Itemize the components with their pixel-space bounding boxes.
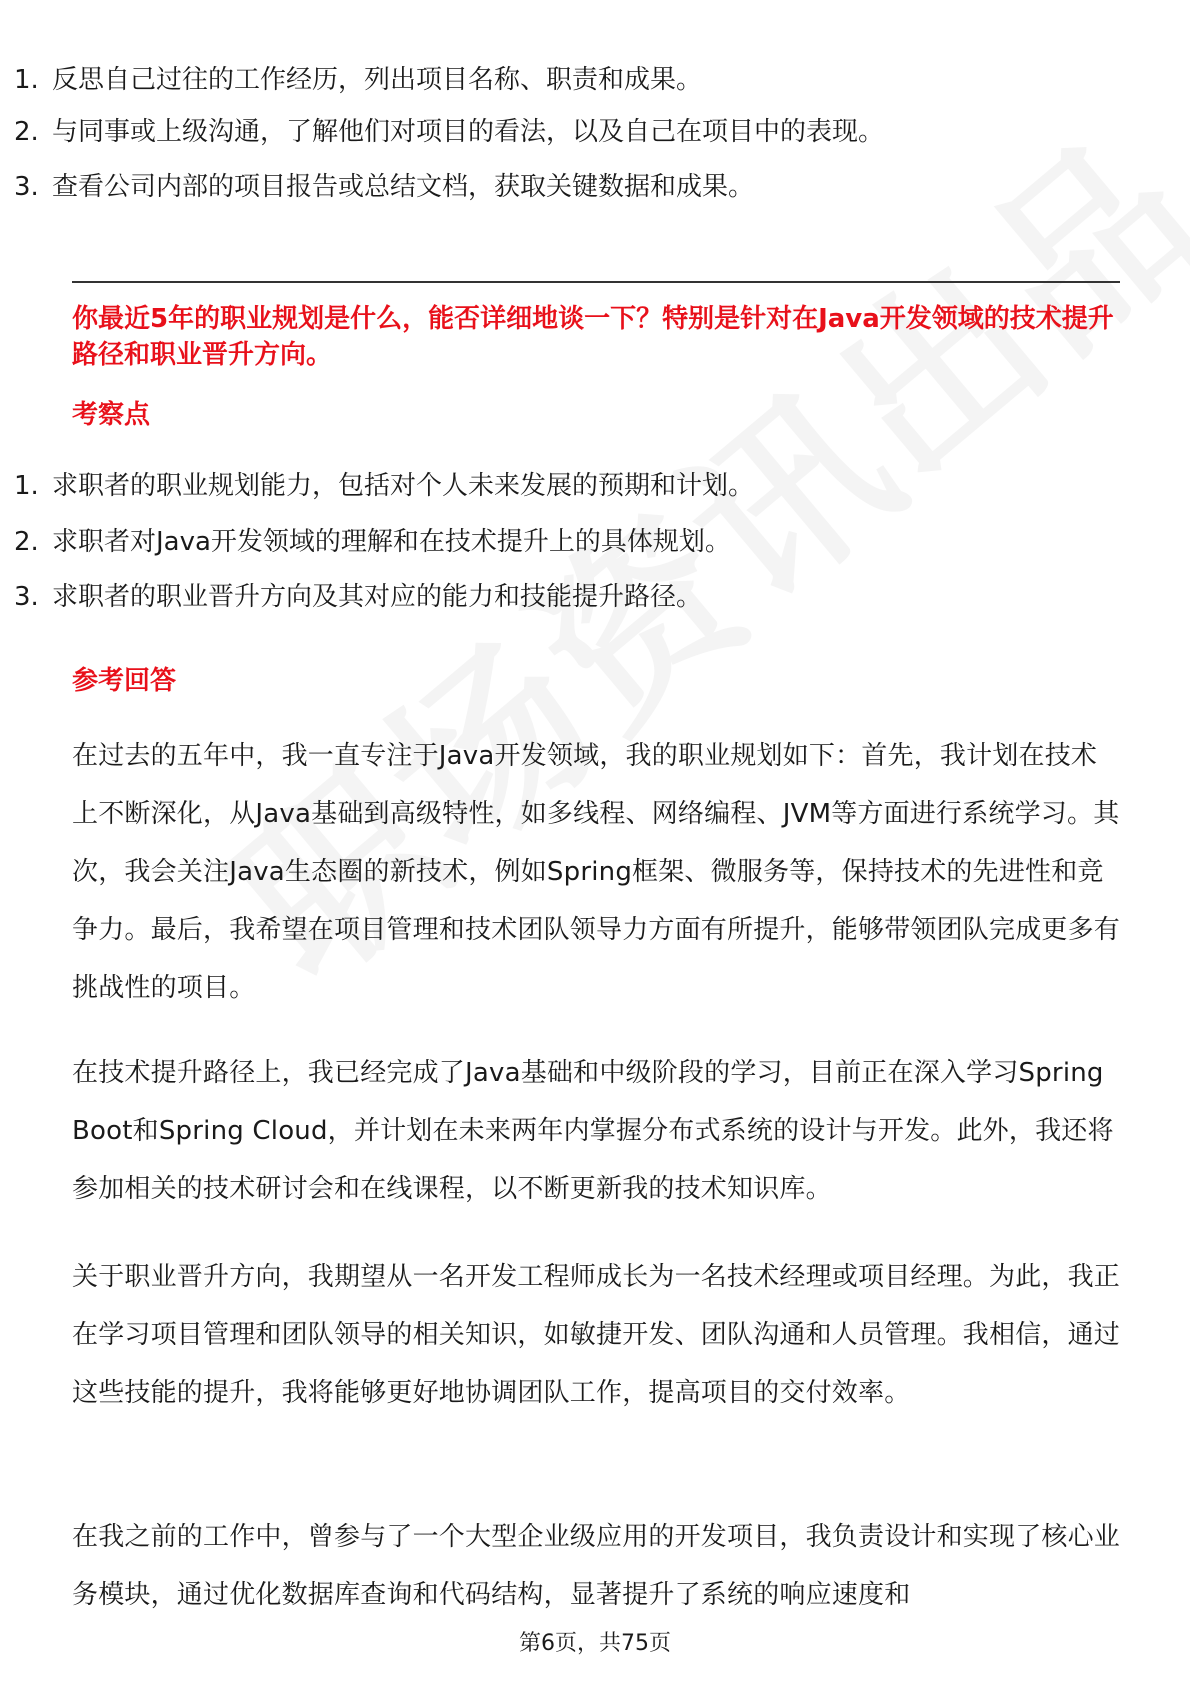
point-number: 1. [14, 471, 39, 501]
step-number: 1. [14, 65, 39, 95]
step-text: 查看公司内部的项目报告或总结文档，获取关键数据和成果。 [52, 172, 755, 202]
intro-step-1 [14, 64, 702, 96]
exam-points-title: 考察点 [72, 400, 151, 430]
point-number: 3. [14, 582, 39, 612]
answer-paragraph-4: 在我之前的工作中，曾参与了一个大型企业级应用的开发项目，我负责设计和实现了核心业务模块，通过优化数据库查询和代码结构，显著提升了系统的响应速度和 [72, 1522, 1121, 1610]
exam-point-3 [14, 581, 702, 613]
answer-paragraph-1: 在过去的五年中，我一直专注于Java开发领域，我的职业规划如下：首先，我计划在技术上不断深化，从Java基础到高级特性，如多线程、网络编程、JVM等方面进行系统学习。其次，我会关注Java生态圈的新技术，例如Spring框架、微服务等，保持技术的先进性和竞争力。最后，我希望在项目管理和技术团队领导力方面有所提升，能够带领团队完成更多有挑战性的项目。 [72, 741, 1121, 1003]
step-text: 与同事或上级沟通，了解他们对项目的看法，以及自己在项目中的表现。 [52, 117, 885, 147]
answer-paragraph-2: 在技术提升路径上，我已经完成了Java基础和中级阶段的学习，目前正在深入学习Spring Boot和Spring Cloud，并计划在未来两年内掌握分布式系统的设计与开发。此外，我还将参加相关的技术研讨会和在线课程，以不断更新我的技术知识库。 [72, 1058, 1114, 1204]
step-number: 3. [14, 172, 39, 202]
point-text: 求职者对Java开发领域的理解和在技术提升上的具体规划。 [52, 527, 731, 557]
exam-point-2 [14, 526, 731, 558]
answer-paragraph-3: 关于职业晋升方向，我期望从一名开发工程师成长为一名技术经理或项目经理。为此，我正在学习项目管理和团队领导的相关知识，如敏捷开发、团队沟通和人员管理。我相信，通过这些技能的提升，我将能够更好地协调团队工作，提高项目的交付效率。 [72, 1262, 1121, 1408]
section-divider [72, 281, 1120, 283]
answer-title: 参考回答 [72, 666, 177, 696]
exam-point-1 [14, 470, 754, 502]
intro-step-2 [14, 116, 884, 148]
point-text: 求职者的职业规划能力，包括对个人未来发展的预期和计划。 [52, 471, 755, 501]
point-text: 求职者的职业晋升方向及其对应的能力和技能提升路径。 [52, 582, 703, 612]
point-number: 2. [14, 527, 39, 557]
intro-step-3 [14, 171, 754, 203]
step-number: 2. [14, 117, 39, 147]
interview-question: 你最近5年的职业规划是什么，能否详细地谈一下？特别是针对在Java开发领域的技术提升路径和职业晋升方向。 [72, 304, 1114, 370]
page-footer: 第6页，共75页 [519, 1631, 671, 1656]
step-text: 反思自己过往的工作经历，列出项目名称、职责和成果。 [52, 65, 703, 95]
